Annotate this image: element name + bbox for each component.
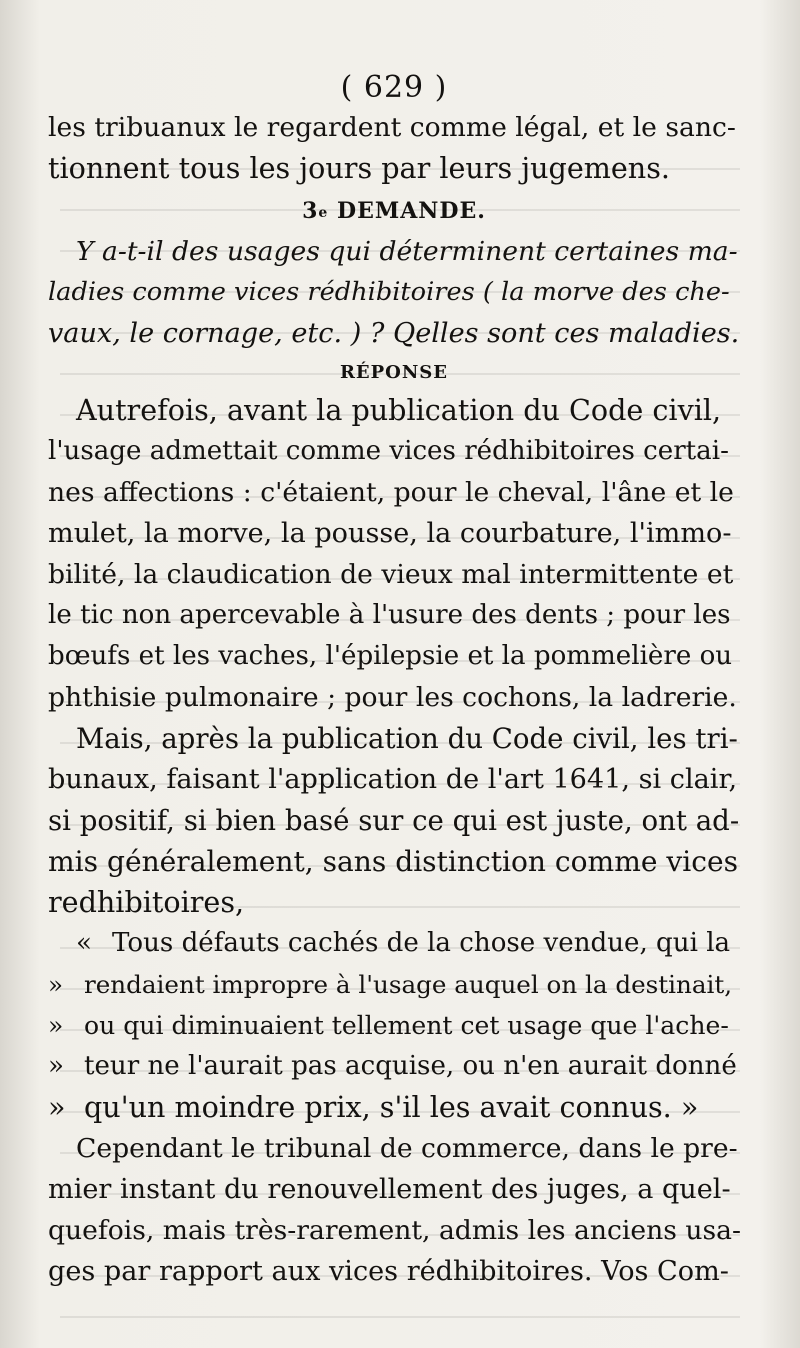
reponse-heading: RÉPONSE xyxy=(339,362,449,383)
guillemet: » xyxy=(48,1011,64,1040)
quote-line xyxy=(48,923,740,964)
quote-line xyxy=(48,964,740,1005)
text-line: bunaux, faisant l'application de l'art 1641, si clair, xyxy=(48,764,738,795)
text-line: l'usage admettait comme vices rédhibitoires certai- xyxy=(48,436,729,466)
intro-block xyxy=(48,107,740,189)
text-line: ges par rapport aux vices rédhibitoires. Vos Com- xyxy=(48,1256,729,1287)
text-line: Cependant le tribunal de commerce, dans le pre- xyxy=(76,1133,738,1164)
question-line: ladies comme vices rédhibitoires ( la morve des che- xyxy=(48,277,730,307)
text-line: si positif, si bien basé sur ce qui est juste, ont ad- xyxy=(48,804,740,837)
text-line: les tribuanux le regardent comme légal, et le sanc- xyxy=(48,112,736,143)
text-line: redhibitoires, xyxy=(48,885,245,919)
text-line: mulet, la morve, la pousse, la courbature, l'immo- xyxy=(48,518,732,549)
text-line: phthisie pulmonaire ; pour les cochons, la ladrerie. xyxy=(48,682,737,713)
text-line: nes affections : c'étaient, pour le cheval, l'âne et le xyxy=(48,477,734,508)
paragraph-2 xyxy=(48,718,740,923)
quotation-block xyxy=(48,923,740,1128)
demande-superscript: e xyxy=(318,205,329,221)
text-line: quefois, mais très-rarement, admis les anciens usa- xyxy=(48,1215,741,1246)
text-line: tionnent tous les jours par leurs jugemens. xyxy=(48,151,670,185)
demande-heading xyxy=(48,191,740,231)
guillemet: » xyxy=(48,970,64,999)
paragraph-3 xyxy=(48,1128,740,1292)
quote-text: qu'un moindre prix, s'il les avait connus. » xyxy=(84,1090,699,1124)
demande-label: DEMANDE. xyxy=(337,198,486,224)
text-line: Autrefois, avant la publication du Code civil, xyxy=(76,393,722,427)
guillemet: » xyxy=(48,1051,64,1081)
quote-line xyxy=(48,1046,740,1087)
quote-text: teur ne l'aurait pas acquise, ou n'en aurait donné xyxy=(84,1051,737,1081)
quote-text: ou qui diminuaient tellement cet usage que l'ache- xyxy=(84,1011,729,1040)
text-line: le tic non apercevable à l'usure des dents ; pour les xyxy=(48,600,731,630)
text-line: mis généralement, sans distinction comme vices xyxy=(48,845,739,878)
text-line: bœufs et les vaches, l'épilepsie et la pommelière ou xyxy=(48,641,733,671)
question-block xyxy=(48,231,740,354)
guillemet: » xyxy=(48,1090,66,1124)
question-line: vaux, le cornage, etc. ) ? Qelles sont ces maladies. xyxy=(48,318,740,349)
paragraph-1 xyxy=(48,390,740,718)
question-line: Y a-t-il des usages qui déterminent certaines ma- xyxy=(76,236,738,267)
text-line: mier instant du renouvellement des juges, a quel- xyxy=(48,1174,731,1205)
quote-line xyxy=(48,1005,740,1046)
page-number: ( 629 ) xyxy=(340,70,448,105)
text-line: Mais, après la publication du Code civil, les tri- xyxy=(76,722,738,755)
guillemet: « xyxy=(76,928,92,958)
demande-number: 3 xyxy=(302,198,319,224)
quote-text: rendaient impropre à l'usage auquel on la destinait, xyxy=(84,970,733,999)
text-line: bilité, la claudication de vieux mal intermittente et xyxy=(48,559,734,590)
quote-text: Tous défauts cachés de la chose vendue, qui la xyxy=(112,928,731,958)
quote-line xyxy=(48,1087,740,1128)
